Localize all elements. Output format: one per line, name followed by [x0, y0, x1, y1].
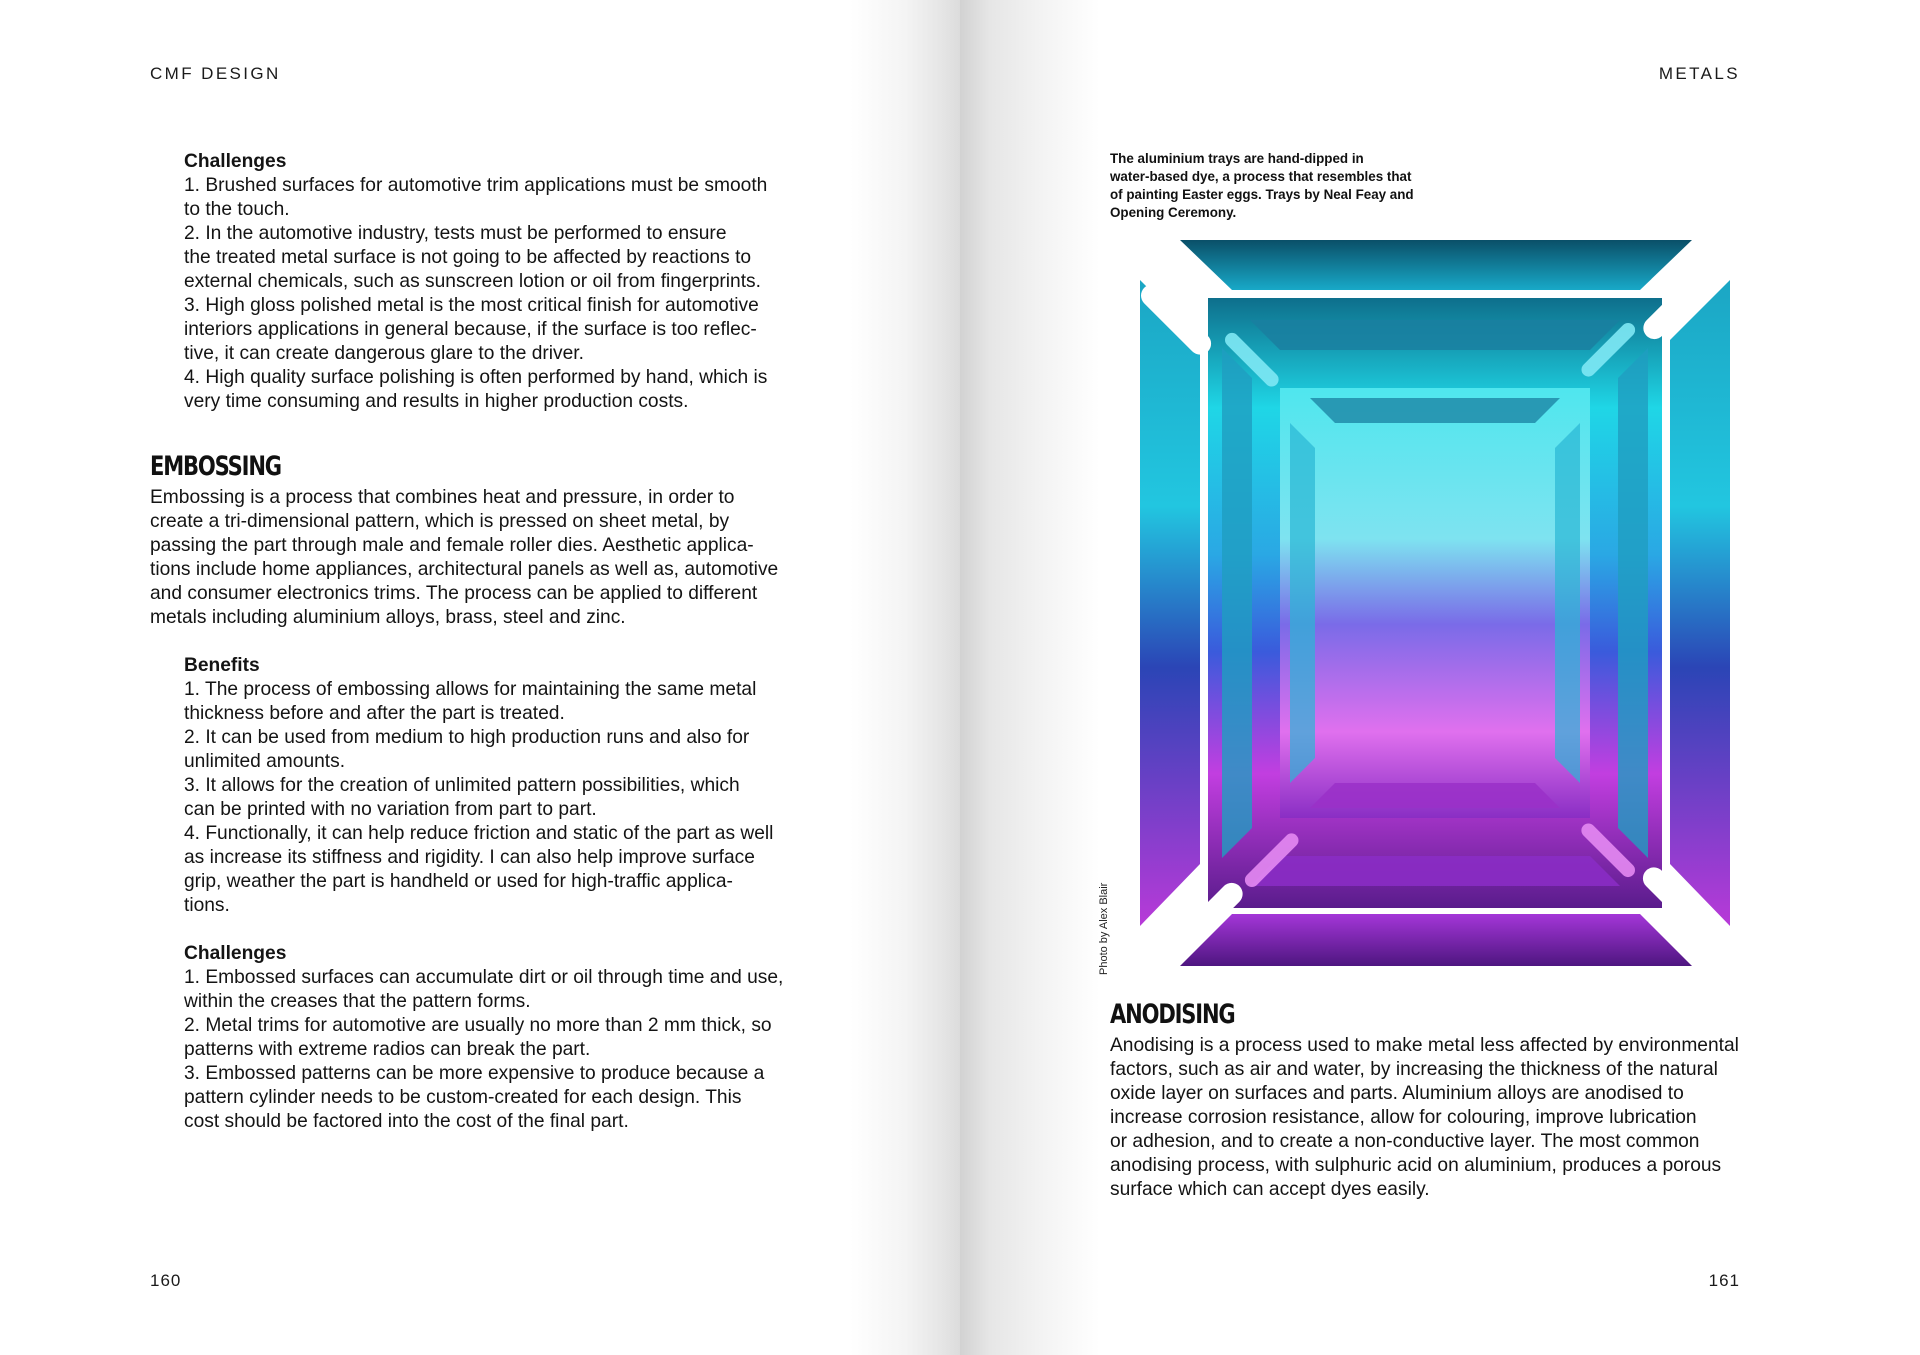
text-line: tions include home appliances, architectural panels as well as, automotive — [150, 559, 779, 580]
text-line: unlimited amounts. — [184, 751, 346, 772]
embossing-title-wrap — [150, 452, 318, 482]
caption-line: Opening Ceremony. — [1110, 205, 1237, 220]
running-head-right: METALS — [1658, 64, 1740, 83]
tray-inner-floor — [1280, 388, 1590, 818]
text-line: grip, weather the part is handheld or used for high-traffic applica- — [184, 871, 733, 892]
page-number-right: 161 — [1708, 1271, 1740, 1290]
text-line: as increase its stiffness and rigidity. I can also help improve surface — [184, 847, 755, 868]
text-line: create a tri-dimensional pattern, which is pressed on sheet metal, by — [150, 511, 730, 532]
text-line: 1. The process of embossing allows for maintaining the same metal — [184, 679, 757, 700]
text-line: cost should be factored into the cost of the final part. — [184, 1111, 629, 1132]
anodising-title: ANODISING — [1110, 999, 1235, 1030]
text-line: anodising process, with sulphuric acid on aluminium, produces a porous — [1110, 1155, 1722, 1176]
text-line: pattern cylinder needs to be custom-created for each design. This — [184, 1087, 742, 1108]
tray-middle-left — [1222, 348, 1252, 858]
text-line: tions. — [184, 895, 230, 916]
text-line: surface which can accept dyes easily. — [1110, 1179, 1430, 1200]
text-line: 2. It can be used from medium to high production runs and also for — [184, 727, 750, 748]
text-line: patterns with extreme radios can break the part. — [184, 1039, 591, 1060]
tray-outer-right — [1670, 280, 1730, 926]
tray-inner-right — [1555, 423, 1580, 783]
text-line: and consumer electronics trims. The process can be applied to different — [150, 583, 758, 604]
text-line: external chemicals, such as sunscreen lotion or oil from fingerprints. — [184, 271, 761, 292]
tray-middle-top — [1250, 320, 1620, 350]
text-line: 1. Brushed surfaces for automotive trim applications must be smooth — [184, 175, 768, 196]
page-number-left: 160 — [150, 1271, 182, 1290]
caption-line: The aluminium trays are hand-dipped in — [1110, 151, 1364, 166]
photo-caption — [1110, 150, 1450, 222]
text-line: tive, it can create dangerous glare to the driver. — [184, 343, 584, 364]
text-line: Anodising is a process used to make metal less affected by environmental — [1110, 1035, 1739, 1056]
caption-line: of painting Easter eggs. Trays by Neal Feay and — [1110, 187, 1414, 202]
text-line: increase corrosion resistance, allow for colouring, improve lubrication — [1110, 1107, 1697, 1128]
text-line: interiors applications in general because, if the surface is too reflec- — [184, 319, 757, 340]
text-line: 1. Embossed surfaces can accumulate dirt or oil through time and use, — [184, 967, 784, 988]
text-line: 3. It allows for the creation of unlimited pattern possibilities, which — [184, 775, 740, 796]
text-line: can be printed with no variation from part to part. — [184, 799, 597, 820]
text-line: metals including aluminium alloys, brass, steel and zinc. — [150, 607, 626, 628]
challenges-heading-1: Challenges — [184, 151, 287, 172]
text-line: Embossing is a process that combines heat and pressure, in order to — [150, 487, 735, 508]
text-line: 2. Metal trims for automotive are usually no more than 2 mm thick, so — [184, 1015, 772, 1036]
text-line: within the creases that the pattern forms. — [184, 991, 531, 1012]
text-line: to the touch. — [184, 199, 290, 220]
text-line: very time consuming and results in higher production costs. — [184, 391, 689, 412]
anodised-tray-photo — [1130, 228, 1740, 978]
challenges-heading-2: Challenges — [184, 943, 287, 964]
text-line: oxide layer on surfaces and parts. Aluminium alloys are anodised to — [1110, 1083, 1684, 1104]
text-line: factors, such as air and water, by increasing the thickness of the natural — [1110, 1059, 1718, 1080]
text-line: 4. High quality surface polishing is often performed by hand, which is — [184, 367, 768, 388]
tray-outer-left — [1140, 280, 1200, 926]
embossing-title: EMBOSSING — [150, 451, 281, 482]
running-head-left: CMF DESIGN — [150, 64, 281, 83]
right-page — [960, 0, 1920, 1355]
tray-outer-top — [1180, 240, 1692, 290]
benefits-block — [184, 654, 874, 918]
text-line: passing the part through male and female roller dies. Aesthetic applica- — [150, 535, 754, 556]
tray-middle-right — [1618, 348, 1648, 858]
text-line: 3. High gloss polished metal is the most critical finish for automotive — [184, 295, 759, 316]
text-line: 3. Embossed patterns can be more expensive to produce because a — [184, 1063, 765, 1084]
photo-credit: Photo by Alex Blair — [1098, 882, 1110, 975]
challenges-block-2 — [184, 942, 874, 1134]
benefits-heading: Benefits — [184, 655, 260, 676]
challenges-block-1 — [184, 150, 864, 414]
text-line: thickness before and after the part is treated. — [184, 703, 565, 724]
tray-outer-bottom — [1180, 914, 1692, 966]
text-line: the treated metal surface is not going to be affected by reactions to — [184, 247, 752, 268]
tray-inner-top — [1310, 398, 1560, 423]
text-line: 4. Functionally, it can help reduce friction and static of the part as well — [184, 823, 774, 844]
text-line: 2. In the automotive industry, tests must be performed to ensure — [184, 223, 727, 244]
embossing-body — [150, 486, 870, 630]
caption-line: water-based dye, a process that resembles that — [1110, 169, 1412, 184]
text-line: or adhesion, and to create a non-conductive layer. The most common — [1110, 1131, 1700, 1152]
tray-middle-bottom — [1250, 856, 1620, 886]
tray-inner-bottom — [1310, 783, 1560, 808]
anodising-title-wrap — [1110, 1000, 1270, 1030]
tray-inner-left — [1290, 423, 1315, 783]
anodising-body — [1110, 1034, 1870, 1202]
